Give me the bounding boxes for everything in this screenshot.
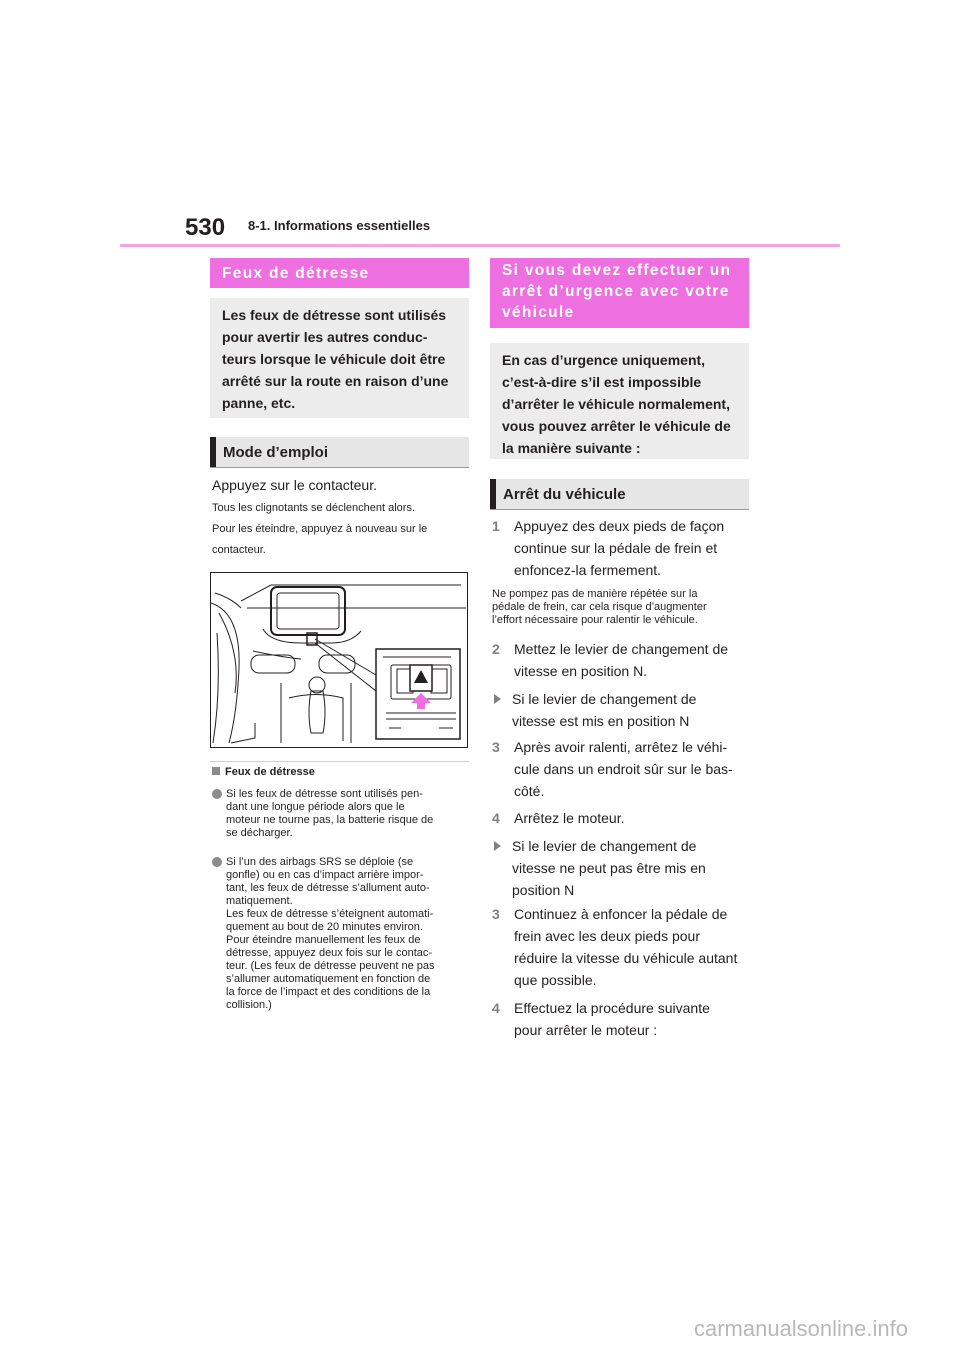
detail-line: Tous les clignotants se déclenchent alors. [212, 502, 416, 514]
note-line: matiquement. [226, 895, 293, 907]
hazard-intro-box [210, 298, 469, 418]
emergency-intro-box [490, 343, 749, 459]
step-number: 2 [492, 641, 500, 657]
step-number: 3 [492, 906, 500, 922]
step-line: Appuyez des deux pieds de façon [514, 518, 725, 534]
emergency-title-line: Si vous devez effectuer un [502, 262, 732, 279]
subheading-text: Mode d’emploi [223, 443, 328, 461]
note-line: teur. (Les feux de détresse peuvent ne pas [226, 960, 435, 972]
subheading-underline [210, 467, 469, 468]
dashboard-drawing-icon [211, 573, 467, 747]
condition-line: Si le levier de changement de [512, 838, 697, 854]
intro-line: pour avertir les autres conduc- [222, 329, 428, 345]
note-line: se décharger. [226, 827, 293, 839]
notes-divider [210, 761, 469, 762]
note-line: détresse, appuyez deux fois sur le contac- [226, 947, 433, 959]
notes-heading-text: Feux de détresse [225, 766, 315, 778]
note-line: quement au bout de 20 minutes environ. [226, 921, 423, 933]
note-line: Ne pompez pas de manière répétée sur la [492, 588, 698, 600]
intro-line: c’est-à-dire s’il est impossible [502, 374, 702, 390]
step-4a [492, 807, 750, 829]
step-line: cule dans un endroit sûr sur le bas- [514, 761, 733, 777]
intro-line: arrêté sur la route en raison d’une [222, 373, 449, 389]
step-number: 4 [492, 810, 500, 826]
note-item-airbags [212, 856, 470, 1012]
intro-line: Les feux de détresse sont utilisés [222, 307, 447, 323]
step-line: frein avec les deux pieds pour [514, 928, 700, 944]
instruction-text: Appuyez sur le contacteur. [212, 477, 377, 493]
step-line: Mettez le levier de changement de [514, 641, 729, 657]
step-line: Continuez à enfoncer la pédale de [514, 906, 728, 922]
note-line: gonfle) ou en cas d’impact arrière impor- [226, 869, 424, 881]
step-line: enfoncez-la fermement. [514, 562, 662, 578]
note-line: s’allumer automatiquement en fonction de [226, 973, 431, 985]
step-line: que possible. [514, 972, 597, 988]
condition-line: vitesse est mis en position N [512, 713, 690, 729]
step-number: 3 [492, 739, 500, 755]
intro-line: teurs lorsque le véhicule doit être [222, 351, 446, 367]
step-line: Arrêtez le moteur. [514, 810, 625, 826]
subheading-text: Arrêt du véhicule [503, 485, 626, 503]
step-3b [492, 903, 750, 991]
note-line: Si l’un des airbags SRS se déploie (se [226, 856, 414, 868]
hazard-switch-illustration [210, 572, 468, 748]
arrow-bullet-icon [494, 694, 501, 704]
step-3a [492, 736, 750, 802]
step-line: vitesse en position N. [514, 663, 648, 679]
watermark: carmanualsonline.info [693, 1316, 908, 1341]
step-4b [492, 997, 750, 1041]
section-title: 8-1. Informations essentielles [248, 218, 431, 233]
hazard-lights-banner [210, 258, 469, 288]
note-line: moteur ne tourne pas, la batterie risque de [226, 814, 434, 826]
subheading-arret-vehicule [490, 479, 749, 509]
condition-neutral-fail [492, 835, 750, 901]
step-line: continue sur la pédale de frein et [514, 540, 718, 556]
round-bullet-icon [212, 857, 222, 867]
emergency-title-line: véhicule [502, 304, 575, 321]
emergency-title-line: arrêt d’urgence avec votre [502, 283, 730, 300]
step-line: pour arrêter le moteur : [514, 1022, 658, 1038]
step-2 [492, 638, 750, 682]
intro-line: la manière suivante : [502, 440, 641, 456]
subheading-mode-emploi [210, 437, 469, 467]
detail-line: Pour les éteindre, appuyez à nouveau sur le [212, 523, 428, 535]
step-line: côté. [514, 783, 545, 799]
note-line: Si les feux de détresse sont utilisés pen- [226, 788, 423, 800]
header-divider [120, 244, 840, 247]
emergency-stop-banner [490, 258, 749, 328]
step-line: réduire la vitesse du véhicule autant [514, 950, 738, 966]
step-line: Effectuez la procédure suivante [514, 1000, 710, 1016]
intro-line: panne, etc. [222, 395, 296, 411]
note-line: Les feux de détresse s’éteignent automati- [226, 908, 434, 920]
note-line: collision.) [226, 999, 272, 1011]
instruction-detail [212, 498, 470, 561]
note-line: la force de l’impact et des conditions de la [226, 986, 431, 998]
step-number: 4 [492, 1000, 500, 1016]
condition-neutral-ok [492, 688, 750, 732]
step-line: Après avoir ralenti, arrêtez le véhi- [514, 739, 728, 755]
note-line: tant, les feux de détresse s’allument auto- [226, 882, 430, 894]
arrow-bullet-icon [494, 841, 501, 851]
round-bullet-icon [212, 789, 222, 799]
step-number: 1 [492, 518, 500, 534]
hazard-lights-title: Feux de détresse [222, 264, 370, 282]
step-1 [492, 515, 750, 581]
condition-line: position N [512, 882, 575, 898]
note-line: l’effort nécessaire pour ralentir le véhicule. [492, 614, 698, 626]
intro-line: d’arrêter le véhicule normalement, [502, 396, 730, 412]
intro-line: vous pouvez arrêter le véhicule de [502, 418, 731, 434]
square-bullet-icon [212, 767, 220, 775]
subheading-underline [490, 509, 749, 510]
note-line: dant une longue période alors que le [226, 801, 405, 813]
notes-heading [212, 766, 315, 778]
condition-line: vitesse ne peut pas être mis en [512, 860, 706, 876]
note-line: Pour éteindre manuellement les feux de [226, 934, 421, 946]
page-number: 530 [185, 214, 226, 241]
intro-line: En cas d’urgence uniquement, [502, 352, 706, 368]
note-item-battery [212, 788, 470, 840]
condition-line: Si le levier de changement de [512, 691, 697, 707]
note-line: pédale de frein, car cela risque d’augmenter [492, 601, 707, 613]
brake-note [492, 588, 750, 627]
detail-line: contacteur. [212, 544, 266, 556]
